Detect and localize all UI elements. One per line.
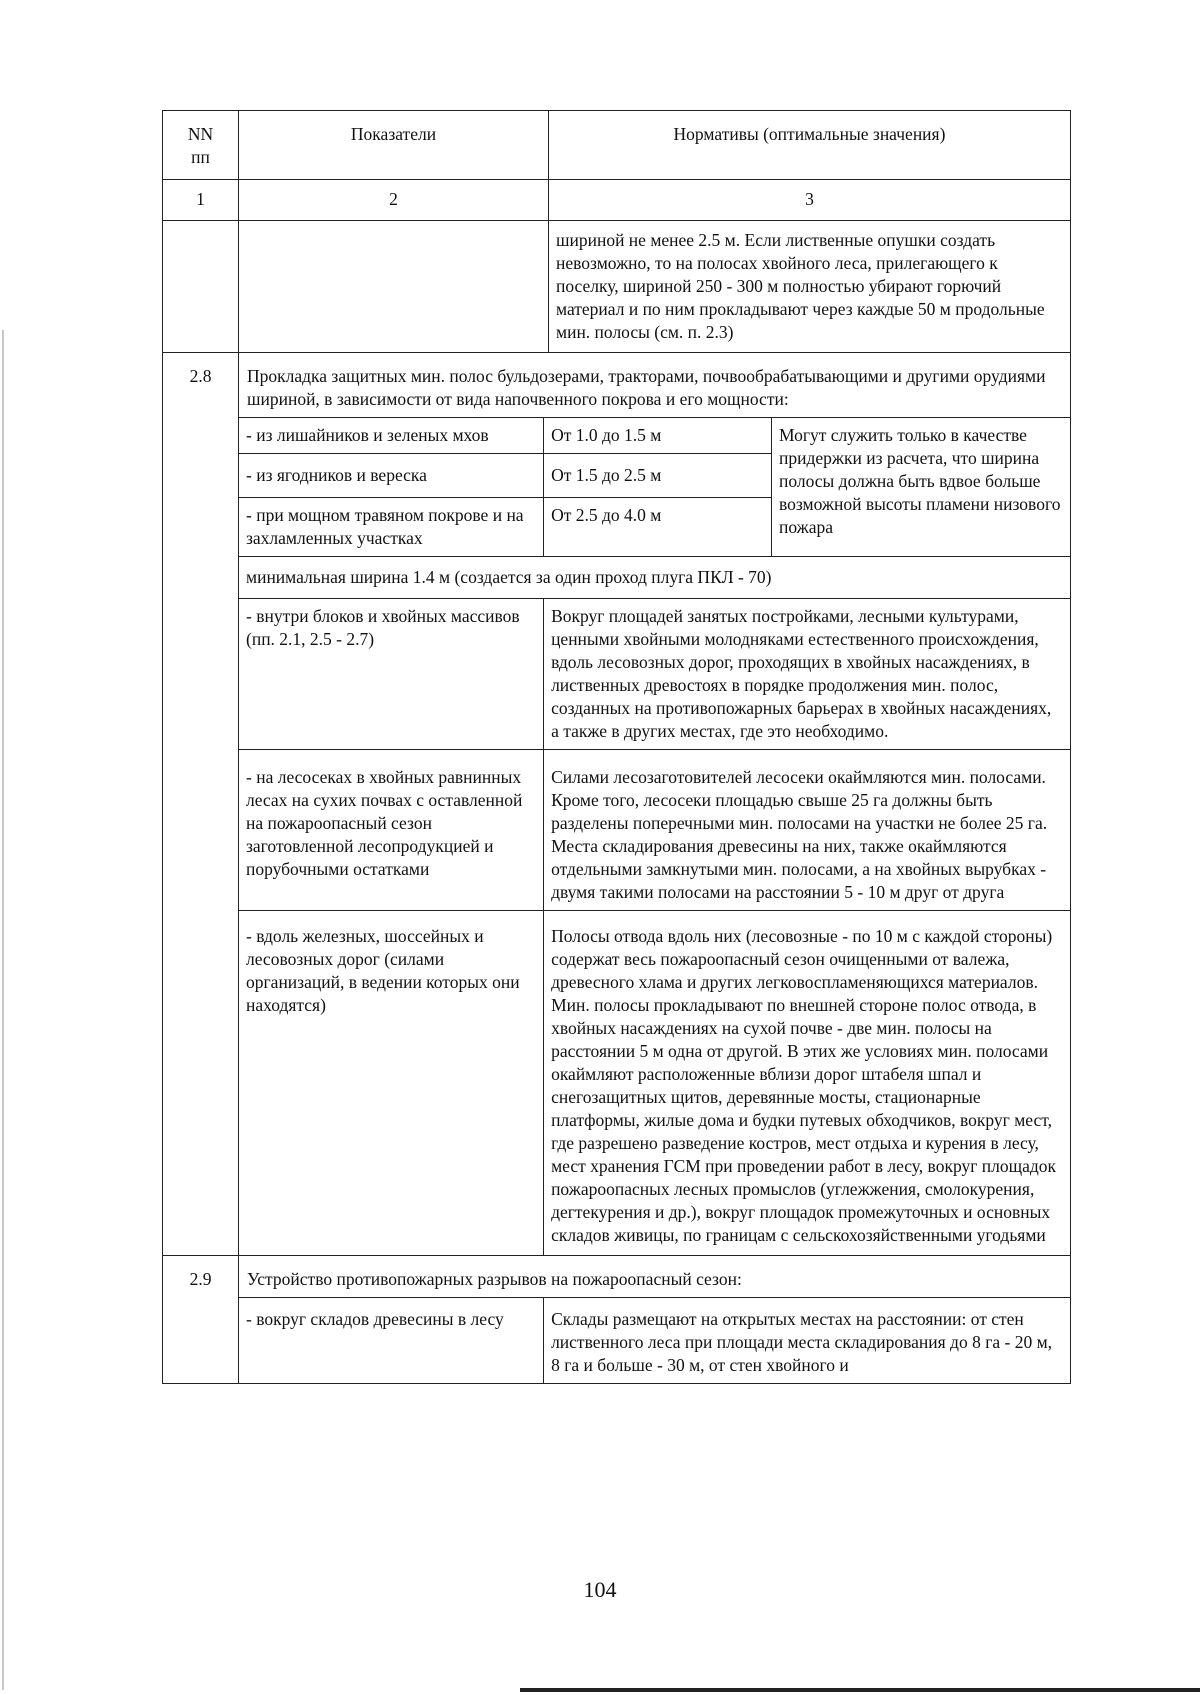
- cover-note: Могут служить только в качестве придержки из расчета, что ширина полосы должна быть вдвое больше возможной высоты пламени низового пожара: [771, 418, 1070, 557]
- section-title: Прокладка защитных мин. полос бульдозерами, тракторами, почвообрабатывающими и другими орудиями шириной, в зависимости от вида напочвенного покрова и его мощности:: [247, 366, 1046, 409]
- header-indicators: Показатели: [239, 111, 549, 180]
- header-norms: Нормативы (оптимальные значения): [549, 111, 1071, 180]
- gap-text: Склады размещают на открытых местах на расстоянии: от стен лиственного леса при площади места складирования до 8 га - 20 м, 8 га и больше - 30 м, от стен хвойного и: [544, 1298, 1070, 1384]
- placement-label: - на лесосеках в хвойных равнинных лесах на сухих почвах с оставленной на пожароопасный сезон заготовленной лесопродукцией и порубочными остатками: [239, 750, 544, 911]
- cover-label: - из лишайников и зеленых мхов: [239, 418, 544, 454]
- column-number: 3: [549, 180, 1071, 221]
- min-width-row: [239, 557, 1070, 599]
- section-title: Устройство противопожарных разрывов на пожароопасный сезон:: [247, 1269, 742, 1289]
- placement-table: [239, 599, 1070, 1255]
- gap-table: [239, 1297, 1070, 1383]
- cover-value: От 1.5 до 2.5 м: [544, 454, 772, 498]
- placement-row: [239, 750, 1070, 911]
- continuation-row: [163, 221, 1071, 353]
- column-number-row: [163, 180, 1071, 221]
- table-header-row: [163, 111, 1071, 180]
- cover-label: - из ягодников и вереска: [239, 454, 544, 498]
- placement-row: [239, 911, 1070, 1256]
- section-row-2-9: [163, 1256, 1071, 1384]
- cover-label: - при мощном травяном покрове и на захламленных участках: [239, 498, 544, 557]
- cover-value: От 2.5 до 4.0 м: [544, 498, 772, 557]
- placement-text: Полосы отвода вдоль них (лесовозные - по 10 м с каждой стороны) содержат весь пожароопасный сезон очищенными от валежа, древесного хлама и других легковоспламеняющихся материалов. Мин. полосы прокладывают по внешней стороне полос отвода, в хвойных насаждениях на сухой почве - две мин. полосы на расстоянии 5 м одна от другой. В этих же условиях мин. полосами окаймляют расположенные вблизи дорог штабеля шпал и снегозащитных щитов, деревянные мосты, стационарные платформы, жилые дома и будки путевых обходчиков, вокруг мест, где разрешено разведение костров, мест отдыха и курения в лесу, мест хранения ГСМ при проведении работ в лесу, вокруг площадок пожароопасных лесных промыслов (углежжения, смолокурения, дегтекурения и др.), вокруг площадок промежуточных и основных складов живицы, по границам с сельскохозяйственными угодьями: [544, 911, 1070, 1256]
- placement-text: Вокруг площадей занятых постройками, лесными культурами, ценными хвойными молодняками естественного происхождения, вдоль лесовозных дорог, проходящих в хвойных насаждениях, в лиственных древостоях в порядке продолжения мин. полос, созданных на противопожарных барьерах в хвойных насаждениях, а также в других местах, где это необходимо.: [544, 599, 1070, 750]
- cover-row: [239, 418, 1070, 454]
- section-number: 2.8: [163, 353, 239, 1256]
- section-number: 2.9: [163, 1256, 239, 1384]
- placement-label: - внутри блоков и хвойных массивов (пп. 2.1, 2.5 - 2.7): [239, 599, 544, 750]
- column-number: 1: [163, 180, 239, 221]
- empty-cell: [239, 221, 549, 353]
- norms-table: [162, 110, 1071, 1384]
- continuation-text: шириной не менее 2.5 м. Если лиственные опушки создать невозможно, то на полосах хвойного леса, прилегающего к поселку, шириной 250 - 300 м полностью убирают горючий материал и по ним прокладывают через каждые 50 м продольные мин. полосы (см. п. 2.3): [549, 221, 1071, 353]
- empty-cell: [163, 221, 239, 353]
- placement-label: - вдоль железных, шоссейных и лесовозных дорог (силами организаций, в ведении которых они находятся): [239, 911, 544, 1256]
- column-number: 2: [239, 180, 549, 221]
- min-width-text: минимальная ширина 1.4 м (создается за один проход плуга ПКЛ - 70): [239, 557, 1070, 599]
- placement-text: Силами лесозаготовителей лесосеки окаймляются мин. полосами. Кроме того, лесосеки площадью свыше 25 га должны быть разделены поперечными мин. полосами на участки не более 25 га. Места складирования древесины на них, также окаймляются отдельными замкнутыми мин. полосами, а на хвойных вырубках - двумя такими полосами на расстоянии 5 - 10 м друг от друга: [544, 750, 1070, 911]
- gap-label: - вокруг складов древесины в лесу: [239, 1298, 544, 1384]
- gap-row: [239, 1298, 1070, 1384]
- header-nn: NN пп: [163, 111, 239, 180]
- section-body: [239, 353, 1071, 1256]
- section-row-2-8: [163, 353, 1071, 1256]
- cover-width-table: [239, 417, 1070, 599]
- scan-bottom-edge: [520, 1688, 1200, 1692]
- page-number: 104: [583, 1577, 617, 1602]
- section-body: [239, 1256, 1071, 1384]
- scan-edge-mark: [2, 330, 4, 1690]
- cover-value: От 1.0 до 1.5 м: [544, 418, 772, 454]
- placement-row: [239, 599, 1070, 750]
